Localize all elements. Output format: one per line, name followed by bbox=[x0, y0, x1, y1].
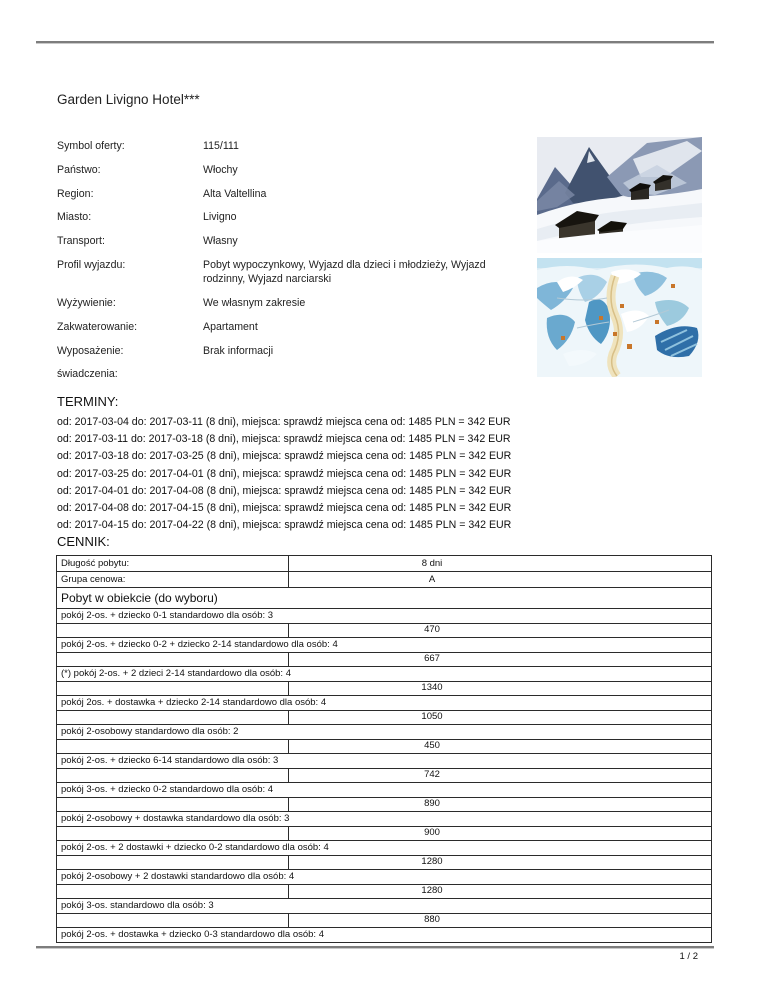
header-rule bbox=[36, 41, 714, 44]
info-label: Wyposażenie: bbox=[57, 344, 124, 357]
price-empty-cell bbox=[57, 913, 289, 928]
price-value: 742 bbox=[289, 768, 712, 783]
terminy-heading: TERMINY: bbox=[57, 394, 119, 409]
info-label: Transport: bbox=[57, 235, 105, 248]
info-value: Brak informacji bbox=[203, 344, 274, 357]
info-row bbox=[57, 187, 529, 201]
ski-map-image bbox=[537, 258, 702, 377]
terminy-list bbox=[57, 414, 712, 534]
info-value bbox=[203, 367, 529, 381]
price-table-description-row bbox=[57, 754, 712, 769]
room-description: pokój 3-os. + dziecko 0-2 standardowo dla osób: 4 bbox=[57, 783, 712, 798]
termin-line: od: 2017-04-15 do: 2017-04-22 (8 dni), miejsca: sprawdź miejsca cena od: 1485 PLN = 342 EUR bbox=[57, 519, 512, 532]
room-description: pokój 2-osobowy + 2 dostawki standardowo dla osób: 4 bbox=[57, 870, 712, 885]
price-table-description-row bbox=[57, 696, 712, 711]
termin-line: od: 2017-03-18 do: 2017-03-25 (8 dni), miejsca: sprawdź miejsca cena od: 1485 PLN = 342 EUR bbox=[57, 450, 512, 463]
offer-info-grid bbox=[57, 139, 529, 391]
price-empty-cell bbox=[57, 652, 289, 667]
price-value: 450 bbox=[289, 739, 712, 754]
price-value: 667 bbox=[289, 652, 712, 667]
info-row bbox=[57, 210, 529, 224]
price-table-meta-row bbox=[57, 556, 712, 572]
info-value: Własny bbox=[203, 235, 238, 248]
price-empty-cell bbox=[57, 623, 289, 638]
price-value: 1050 bbox=[289, 710, 712, 725]
info-row bbox=[57, 258, 529, 287]
info-row bbox=[57, 320, 529, 334]
price-value: 470 bbox=[289, 623, 712, 638]
price-table-price-row bbox=[57, 855, 712, 870]
price-table-price-row bbox=[57, 710, 712, 725]
price-empty-cell bbox=[57, 768, 289, 783]
price-table-description-row bbox=[57, 841, 712, 856]
meta-value: 8 dni bbox=[289, 556, 712, 572]
price-table-description-row bbox=[57, 812, 712, 827]
price-table-price-row bbox=[57, 652, 712, 667]
info-value: Livigno bbox=[203, 211, 237, 224]
room-description: (*) pokój 2-os. + 2 dzieci 2-14 standardowo dla osób: 4 bbox=[57, 667, 712, 682]
termin-line: od: 2017-03-04 do: 2017-03-11 (8 dni), miejsca: sprawdź miejsca cena od: 1485 PLN = 342 EUR bbox=[57, 416, 511, 428]
price-value: 880 bbox=[289, 913, 712, 928]
info-label: Państwo: bbox=[57, 163, 101, 176]
price-value: 1280 bbox=[289, 855, 712, 870]
info-row bbox=[57, 367, 529, 381]
price-table-description-row bbox=[57, 609, 712, 624]
info-value: Pobyt wypoczynkowy, Wyjazd dla dzieci i młodzieży, Wyjazd rodzinny, Wyjazd narciarski bbox=[203, 258, 486, 286]
info-row bbox=[57, 296, 529, 310]
meta-value: A bbox=[289, 572, 712, 588]
price-table-description-row bbox=[57, 667, 712, 682]
price-table-price-row bbox=[57, 739, 712, 754]
page-number: 1 / 2 bbox=[679, 951, 698, 962]
room-description: pokój 2-os. + dziecko 0-2 + dziecko 2-14 standardowo dla osób: 4 bbox=[57, 638, 712, 653]
price-empty-cell bbox=[57, 739, 289, 754]
termin-line: od: 2017-04-01 do: 2017-04-08 (8 dni), miejsca: sprawdź miejsca cena od: 1485 PLN = 342 EUR bbox=[57, 484, 512, 497]
price-table-price-row bbox=[57, 913, 712, 928]
price-empty-cell bbox=[57, 855, 289, 870]
price-table-description-row bbox=[57, 899, 712, 914]
price-empty-cell bbox=[57, 826, 289, 841]
price-table-description-row bbox=[57, 783, 712, 798]
price-table-price-row bbox=[57, 826, 712, 841]
price-value: 1340 bbox=[289, 681, 712, 696]
info-row bbox=[57, 344, 529, 358]
info-row bbox=[57, 163, 529, 177]
info-value: 115/111 bbox=[203, 140, 239, 152]
info-label: świadczenia: bbox=[57, 368, 118, 381]
room-description: pokój 2-osobowy standardowo dla osób: 2 bbox=[57, 725, 712, 740]
price-empty-cell bbox=[57, 797, 289, 812]
info-label: Miasto: bbox=[57, 211, 92, 224]
ski-map-graphic bbox=[537, 258, 702, 377]
info-label: Wyżywienie: bbox=[57, 297, 116, 310]
room-description: pokój 3-os. standardowo dla osób: 3 bbox=[57, 899, 712, 914]
meta-label: Długość pobytu: bbox=[57, 556, 289, 572]
mountain-photo-graphic bbox=[537, 137, 702, 253]
price-value: 1280 bbox=[289, 884, 712, 899]
price-empty-cell bbox=[57, 710, 289, 725]
price-table-description-row bbox=[57, 928, 712, 943]
price-table-section-row bbox=[57, 588, 712, 609]
info-label: Symbol oferty: bbox=[57, 140, 125, 152]
room-description: pokój 2os. + dostawka + dziecko 2-14 standardowo dla osób: 4 bbox=[57, 696, 712, 711]
info-value: Apartament bbox=[203, 320, 258, 333]
meta-label: Grupa cenowa: bbox=[57, 572, 289, 588]
price-empty-cell bbox=[57, 681, 289, 696]
termin-line: od: 2017-04-08 do: 2017-04-15 (8 dni), miejsca: sprawdź miejsca cena od: 1485 PLN = 342 EUR bbox=[57, 502, 512, 515]
info-row bbox=[57, 234, 529, 248]
room-description: pokój 2-os. + 2 dostawki + dziecko 0-2 standardowo dla osób: 4 bbox=[57, 841, 712, 856]
info-value: Alta Valtellina bbox=[203, 187, 267, 200]
price-value: 890 bbox=[289, 797, 712, 812]
price-table-price-row bbox=[57, 797, 712, 812]
room-description: pokój 2-os. + dostawka + dziecko 0-3 standardowo dla osób: 4 bbox=[57, 928, 712, 943]
price-table-price-row bbox=[57, 884, 712, 899]
info-label: Zakwaterowanie: bbox=[57, 320, 138, 333]
termin-line: od: 2017-03-11 do: 2017-03-18 (8 dni), miejsca: sprawdź miejsca cena od: 1485 PLN = 342 EUR bbox=[57, 433, 511, 446]
price-table bbox=[56, 555, 712, 943]
info-value: We własnym zakresie bbox=[203, 297, 306, 310]
info-label: Profil wyjazdu: bbox=[57, 258, 126, 271]
info-label: Region: bbox=[57, 187, 94, 200]
room-description: pokój 2-os. + dziecko 6-14 standardowo dla osób: 3 bbox=[57, 754, 712, 769]
page-title: Garden Livigno Hotel*** bbox=[57, 92, 200, 107]
footer-rule bbox=[36, 946, 714, 949]
info-value: Włochy bbox=[203, 163, 238, 176]
room-description: pokój 2-osobowy + dostawka standardowo dla osób: 3 bbox=[57, 812, 712, 827]
price-table-description-row bbox=[57, 870, 712, 885]
price-table-meta-row bbox=[57, 572, 712, 588]
termin-line: od: 2017-03-25 do: 2017-04-01 (8 dni), miejsca: sprawdź miejsca cena od: 1485 PLN = 342 EUR bbox=[57, 467, 512, 480]
price-table-price-row bbox=[57, 623, 712, 638]
price-empty-cell bbox=[57, 884, 289, 899]
price-table-description-row bbox=[57, 638, 712, 653]
room-description: pokój 2-os. + dziecko 0-1 standardowo dla osób: 3 bbox=[57, 609, 712, 624]
price-table-description-row bbox=[57, 725, 712, 740]
section-header: Pobyt w obiekcie (do wyboru) bbox=[57, 588, 712, 609]
info-row bbox=[57, 139, 529, 153]
price-table-price-row bbox=[57, 681, 712, 696]
price-value: 900 bbox=[289, 826, 712, 841]
hotel-photo bbox=[537, 137, 702, 253]
price-table-price-row bbox=[57, 768, 712, 783]
cennik-heading: CENNIK: bbox=[57, 534, 110, 549]
